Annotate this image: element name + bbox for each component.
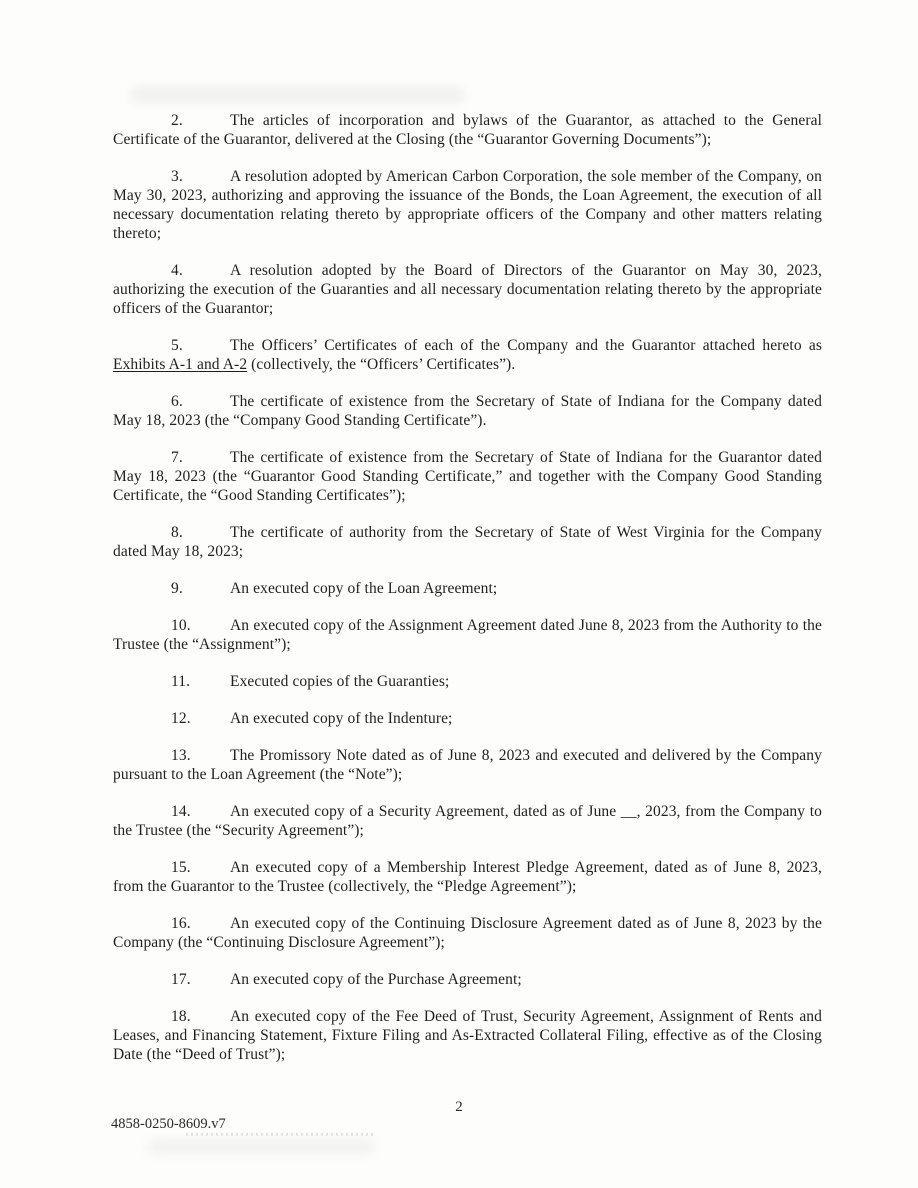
item-text: A resolution adopted by the Board of Directors of the Guarantor on May 30, 2023, authorizing the execution of the Guaranties and all necessary documentation relating thereto by the appropriate officers of the Guarantor; (113, 262, 822, 317)
item-number: 14. (171, 803, 191, 820)
item-text: An executed copy of the Loan Agreement; (230, 580, 498, 597)
item-number: 12. (171, 710, 191, 727)
item-number: 9. (171, 580, 183, 597)
document-id-footer: 4858-0250-8609.v7 (111, 1116, 226, 1132)
item-text: An executed copy of the Purchase Agreement; (230, 971, 522, 988)
item-number: 4. (171, 262, 183, 279)
scan-artifact (186, 1133, 374, 1136)
item-text: (collectively, the “Officers’ Certificates”). (247, 356, 516, 373)
item-number: 6. (171, 393, 183, 410)
item-text: An executed copy of a Membership Interest Pledge Agreement, dated as of June 8, 2023, from the Guarantor to the Trustee (collectively, the “Pledge Agreement”); (113, 859, 822, 895)
item-number: 13. (171, 747, 191, 764)
item-text-underlined: Exhibits A-1 and A-2 (113, 356, 248, 373)
item-number: 5. (171, 337, 183, 354)
list-item (113, 914, 822, 952)
list-item (113, 392, 822, 430)
list-item (113, 616, 822, 654)
scan-artifact (130, 86, 465, 104)
page-number: 2 (455, 1099, 463, 1115)
list-item (113, 111, 822, 149)
list-item (113, 261, 822, 318)
list-item (113, 448, 822, 505)
item-text: The certificate of existence from the Secretary of State of Indiana for the Company dated May 18, 2023 (the “Company Good Standing Certificate”). (113, 393, 822, 429)
item-text: Executed copies of the Guaranties; (230, 673, 450, 690)
item-number: 11. (171, 673, 191, 690)
item-number: 8. (171, 524, 183, 541)
item-text: An executed copy of the Indenture; (230, 710, 453, 727)
list-item (113, 167, 822, 243)
item-number: 2. (171, 112, 183, 129)
item-text: A resolution adopted by American Carbon Corporation, the sole member of the Company, on May 30, 2023, authorizing and approving the issuance of the Bonds, the Loan Agreement, the execution of all necessary documentation relating thereto by appropriate officers of the Company and other matters relating thereto; (113, 168, 822, 242)
scan-artifact (147, 1138, 375, 1156)
item-text: The Promissory Note dated as of June 8, 2023 and executed and delivered by the Company pursuant to the Loan Agreement (the “Note”); (113, 747, 822, 783)
list-item (113, 336, 822, 374)
item-text: The articles of incorporation and bylaws of the Guarantor, as attached to the General Certificate of the Guarantor, delivered at the Closing (the “Guarantor Governing Documents”); (113, 112, 822, 148)
item-number: 17. (171, 971, 191, 988)
item-number: 3. (171, 168, 183, 185)
document-body (113, 111, 822, 1082)
list-item (113, 709, 822, 728)
list-item (113, 672, 822, 691)
item-text: The Officers’ Certificates of each of the Company and the Guarantor attached hereto as (230, 337, 822, 354)
item-number: 10. (171, 617, 191, 634)
list-item (113, 579, 822, 598)
list-item (113, 970, 822, 989)
item-text: An executed copy of the Assignment Agreement dated June 8, 2023 from the Authority to the Trustee (the “Assignment”); (113, 617, 822, 653)
item-number: 15. (171, 859, 191, 876)
item-text: The certificate of existence from the Secretary of State of Indiana for the Guarantor dated May 18, 2023 (the “Guarantor Good Standing Certificate,” and together with the Company Good Standing Certificate, the “Good Standing Certificates”); (113, 449, 822, 504)
list-item (113, 746, 822, 784)
item-text: An executed copy of a Security Agreement, dated as of June __, 2023, from the Company to the Trustee (the “Security Agreement”); (113, 803, 822, 839)
list-item (113, 1007, 822, 1064)
item-number: 7. (171, 449, 183, 466)
list-item (113, 858, 822, 896)
item-text: The certificate of authority from the Secretary of State of West Virginia for the Company dated May 18, 2023; (113, 524, 822, 560)
item-number: 18. (171, 1008, 191, 1025)
list-item (113, 802, 822, 840)
item-text: An executed copy of the Continuing Disclosure Agreement dated as of June 8, 2023 by the Company (the “Continuing Disclosure Agreement”); (113, 915, 822, 951)
item-text: An executed copy of the Fee Deed of Trust, Security Agreement, Assignment of Rents and Leases, and Financing Statement, Fixture Filing and As-Extracted Collateral Filing, effective as of the Closing Date (the “Deed of Trust”); (113, 1008, 822, 1063)
item-number: 16. (171, 915, 191, 932)
list-item (113, 523, 822, 561)
